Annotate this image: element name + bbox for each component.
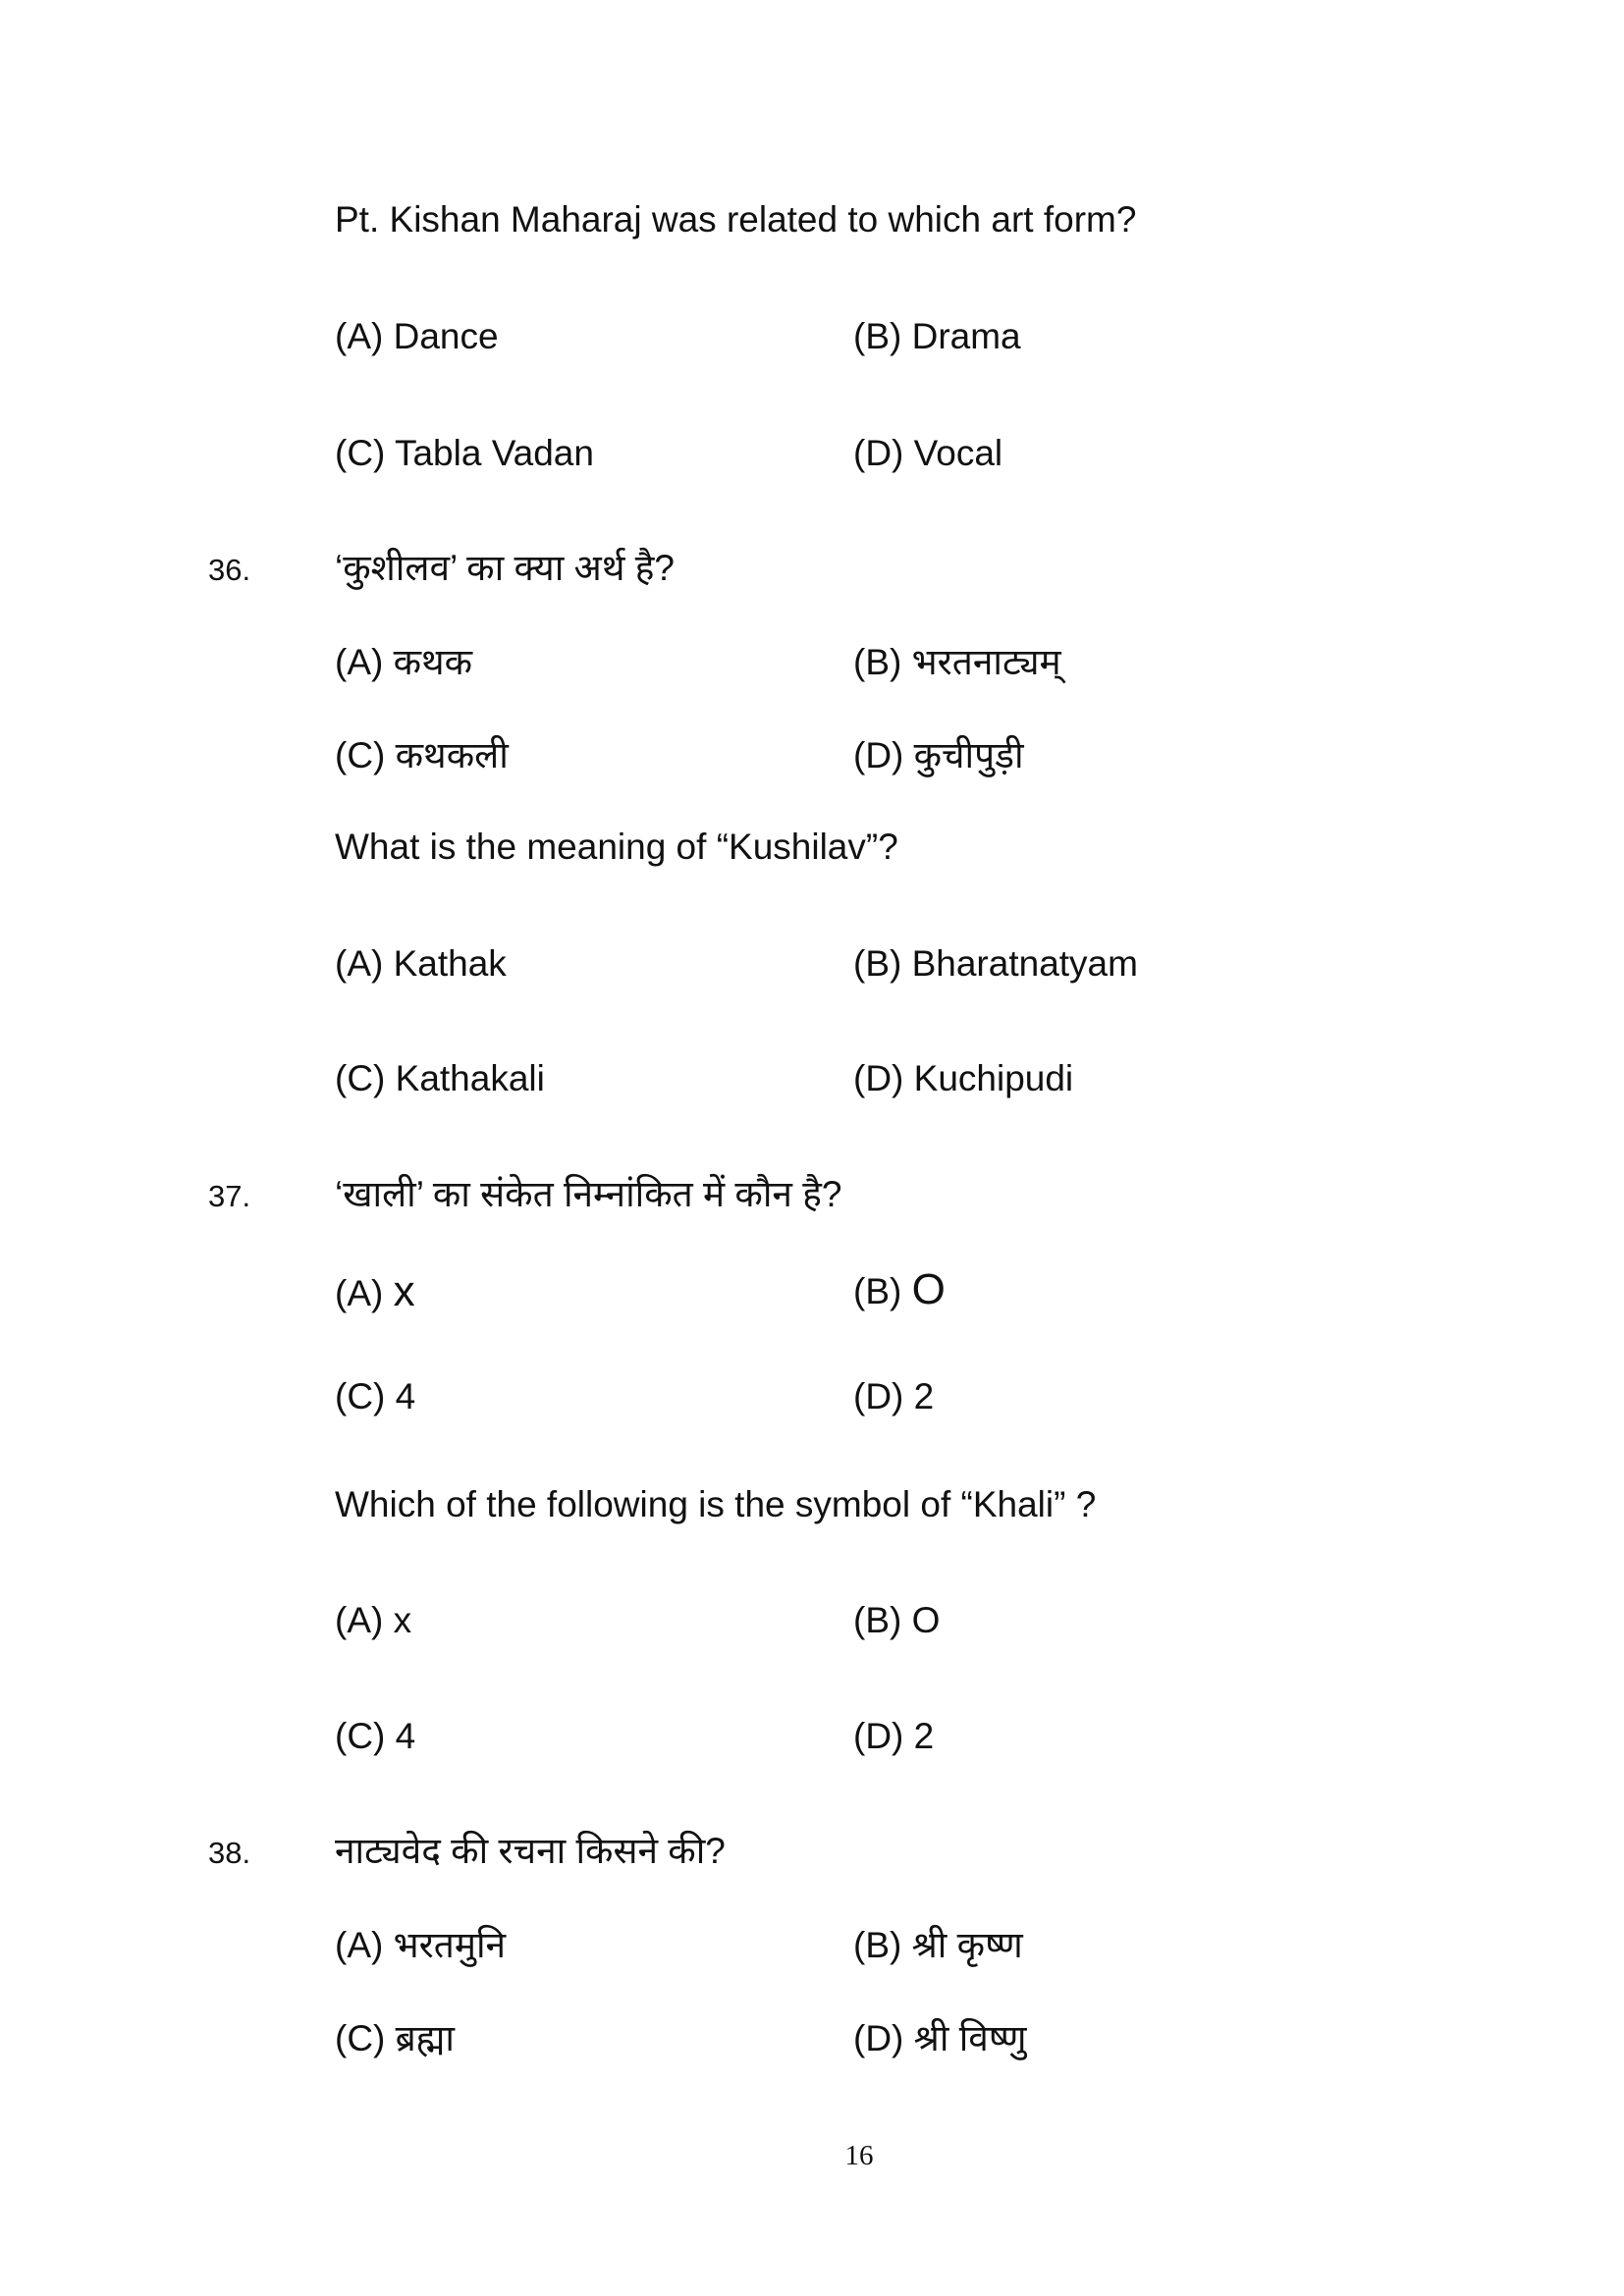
option-b: (B) श्री कृष्ण xyxy=(853,1925,1023,1965)
question-35-text: Pt. Kishan Maharaj was related to which art form? xyxy=(335,199,1137,240)
question-number: 38. xyxy=(208,1836,251,1870)
question-36-hindi: ‘कुशीलव’ का क्या अर्थ है? xyxy=(335,548,675,588)
option-d: (D) श्री विष्णु xyxy=(853,2018,1027,2058)
option-d: (D) Kuchipudi xyxy=(853,1058,1074,1098)
option-b xyxy=(853,1265,946,1313)
option-label: (B) xyxy=(853,1271,902,1311)
option-b: (B) Bharatnatyam xyxy=(853,943,1138,984)
option-a: (A) कथक xyxy=(335,642,473,682)
option-c: (C) Kathakali xyxy=(335,1058,545,1098)
option-d: (D) Vocal xyxy=(853,433,1003,473)
option-a: (A) Dance xyxy=(335,316,499,356)
option-d: (D) 2 xyxy=(853,1376,935,1416)
cross-symbol: x xyxy=(393,1267,415,1315)
option-c: (C) कथकली xyxy=(335,735,509,775)
option-a: (A) भरतमुनि xyxy=(335,1925,507,1965)
option-c: (C) 4 xyxy=(335,1716,416,1756)
question-number: 36. xyxy=(208,553,251,587)
option-b: (B) O xyxy=(853,1600,941,1640)
option-a: (A) Kathak xyxy=(335,943,507,984)
circle-symbol: O xyxy=(911,1265,946,1313)
question-number: 37. xyxy=(208,1179,251,1213)
option-b: (B) भरतनाट्यम् xyxy=(853,642,1061,682)
question-37-hindi: ‘खाली’ का संकेत निम्नांकित में कौन है? xyxy=(335,1174,842,1214)
option-c: (C) ब्रह्मा xyxy=(335,2018,455,2058)
question-37-english: Which of the following is the symbol of “Khali” ? xyxy=(335,1484,1097,1524)
option-d: (D) 2 xyxy=(853,1716,935,1756)
option-a: (A) x xyxy=(335,1600,412,1640)
option-d: (D) कुचीपुड़ी xyxy=(853,735,1024,775)
page-number: 16 xyxy=(844,2140,874,2171)
option-c: (C) Tabla Vadan xyxy=(335,433,594,473)
option-a xyxy=(335,1267,415,1315)
option-b: (B) Drama xyxy=(853,316,1021,356)
option-label: (A) xyxy=(335,1273,384,1313)
question-38-hindi: नाट्यवेद की रचना किसने की? xyxy=(335,1831,726,1871)
question-36-english: What is the meaning of “Kushilav”? xyxy=(335,827,898,867)
option-c: (C) 4 xyxy=(335,1376,416,1416)
